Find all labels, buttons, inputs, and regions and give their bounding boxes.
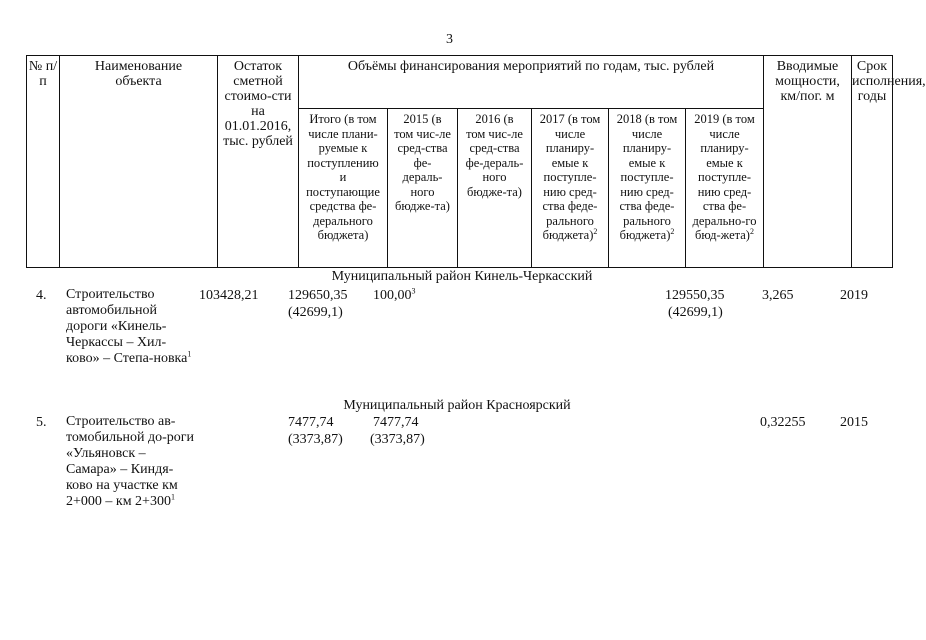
header-col-capacity [764,56,852,268]
header-sub-2016-text: 2016 (в том чис-ле сред-ства фе-дераль-ного бюдже-та) [465,112,524,199]
row-4-num: 4. [36,288,47,303]
row-4-total-fed: (42699,1) [288,305,343,320]
header-col-finance-text: Объёмы финансирования мероприятий по годам, тыс. рублей [347,59,715,74]
header-sub-2017-text: 2017 (в том числе планиру-емые к поступле-нию сред-ства феде-рального бюджета) [539,112,601,242]
header-sub-2017 [532,109,609,268]
header-sub-total-text: Итого (в том числе плани-руемые к поступлению и поступающие средства фе-дерального бюджета) [306,112,380,242]
header-sub-2018-text: 2018 (в том числе планиру-емые к поступле-нию сред-ства феде-рального бюджета) [616,112,678,242]
row-5-total-fed: (3373,87) [288,432,343,447]
district-heading-1: Муниципальный район Кинель-Черкасский [331,269,593,284]
header-col-term-text: Срок исполнения, годы [852,59,926,104]
row-5-name-text: Строительство ав-томобильной до-роги «Ульяновск – Самара» – Киндя-ково на участке км 2+000 – км 2+300 [66,414,195,509]
row-5-2015-fed: (3373,87) [370,432,425,447]
header-col-remain [218,56,299,268]
header-sub-2018 [609,109,686,268]
row-4-term: 2019 [840,288,868,303]
table-header [26,55,926,268]
header-col-finance [299,56,764,109]
page-number: 3 [446,32,453,47]
row-4-2015 [373,288,416,304]
header-col-num [27,56,60,268]
header-sub-2019 [686,109,764,268]
header-col-num-text: № п/п [28,59,58,89]
row-4-capacity: 3,265 [762,288,794,303]
header-sub-2015 [388,109,458,268]
header-sub-total [299,109,388,268]
header-col-capacity-text: Вводимые мощности, км/пог. м [775,59,840,104]
row-4-2015-text: 100,00 [373,288,412,303]
row-5-name-sup: 1 [170,492,175,502]
row-4-name-text: Строительство автомобильной дороги «Кинель-Черкассы – Хил-ково» – Степа-новка [66,287,188,366]
header-sub-2018-sup: 2 [670,226,675,236]
row-4-2019-fed: (42699,1) [668,305,723,320]
row-4-remain: 103428,21 [199,288,259,303]
row-4-2015-sup: 3 [411,286,416,296]
row-5-name [66,414,196,510]
row-4-name [66,287,194,367]
header-sub-2019-sup: 2 [749,226,754,236]
header-sub-2019-text: 2019 (в том числе планиру-емые к поступле-нию сред-ства фе-дерально-го бюд-жета) [692,112,757,242]
row-4-name-sup: 1 [187,349,192,359]
row-4-total: 129650,35 [288,288,348,303]
row-5-total: 7477,74 [288,415,334,430]
header-col-term [852,56,926,268]
header-col-name-text: Наименование объекта [94,59,183,89]
row-5-2015: 7477,74 [373,415,419,430]
row-5-num: 5. [36,415,47,430]
header-sub-2017-sup: 2 [593,226,598,236]
row-5-capacity: 0,32255 [760,415,806,430]
header-col-name [60,56,218,268]
header-sub-2016 [458,109,532,268]
row-4-2019: 129550,35 [665,288,725,303]
district-heading-2: Муниципальный район Красноярский [343,398,571,413]
header-sub-2015-text: 2015 (в том чис-ле сред-ства фе-дераль-ного бюдже-та) [394,112,451,213]
header-col-remain-text: Остаток сметной стоимо-сти на 01.01.2016, тыс. рублей [223,59,293,149]
row-5-term: 2015 [840,415,868,430]
